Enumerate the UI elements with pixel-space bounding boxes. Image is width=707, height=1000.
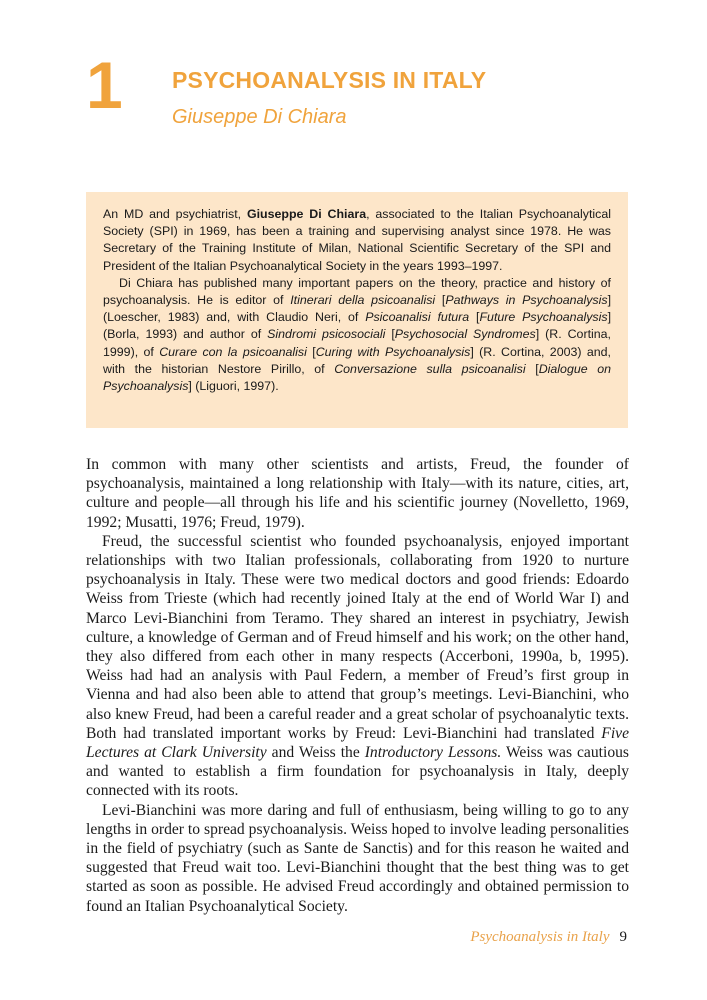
body-text-run: Freud, the successful scientist who founded psychoanalysis, enjoyed important relationships with two Italian professionals, collaborating from 1920 to nurture psychoanalysis in Italy. These were two medical doctors and good friends: Edoardo Weiss from Trieste (which had recently joined Italy at the end of World War I) and Marco Levi-Bianchini from Teramo. They shared an interest in psychiatry, Jewish culture, a knowledge of German and of Freud himself and his work; on the other hand, they also differed from each other in many respects (Accerboni, 1990a, b, 1995). Weiss had had an analysis with Paul Federn, a member of Freud’s first group in Vienna and had also been able to attend that group’s meetings. Levi-Bianchini, who also knew Freud, had been a careful reader and a great scholar of psychoanalytic texts. Both had translated important works by Freud: Levi-Bianchini had translated [86,532,629,742]
chapter-title: PSYCHOANALYSIS IN ITALY [172,67,487,93]
page-number: 9 [619,929,627,945]
book-title: Curare con la psicoanalisi [159,344,307,359]
book-title-translation: Dialogue on Psychoanalysis [103,361,612,394]
book-title: Itinerari della psicoanalisi [290,293,436,308]
bio-paragraph-2 [103,275,611,395]
book-title: Conversazione sulla psicoanalisi [334,361,526,376]
bio-text: ] (Borla, 1993) and author of [103,310,612,342]
body-text-run: and Weiss the [266,744,365,762]
bio-text: [ [385,327,395,342]
book-title-translation: Curing with Psychoanalysis [315,344,471,359]
body-text-run: Weiss was cautious and wanted to establish a firm foundation for psychoanalysis in Italy, deeply connected with its roots. [86,744,629,800]
page-footer [470,927,627,947]
work-title: Five Lectures at Clark University [86,724,629,762]
book-title: Psicoanalisi futura [365,310,470,325]
bio-text: [ [306,344,316,359]
bio-text: , associated to the Italian Psychoanalytical Society (SPI) in 1969, has been a training and supervising analyst since 1978. He was Secretary of the Training Institute of Milan, National Scientific Secretary of the SPI and President of the Italian Psychoanalytical Society in the years 1993–1997. [103,207,611,273]
bio-author-name: Giuseppe Di Chiara [246,207,367,221]
book-title-translation: Pathways in Psychoanalysis [445,293,608,308]
chapter-number: 1 [86,48,123,122]
chapter-author: Giuseppe Di Chiara [172,106,347,128]
running-head: Psychoanalysis in Italy [470,929,610,945]
bio-text: [ [525,361,539,376]
book-title-translation: Psychosocial Syndromes [394,327,536,342]
bio-paragraph-1 [103,206,611,275]
bio-text: ] (R. Cortina, 2003) and, with the historian Nestore Pirillo, of [103,344,611,376]
book-title: Sindromi psicosociali [267,327,386,342]
work-title: Introductory Lessons. [364,744,502,762]
bio-text: Di Chiara has published many important papers on the theory, practice and history of psychoanalysis. He is editor of [103,275,611,308]
bio-text: An MD and psychiatrist, [103,207,247,221]
bio-text: ] (R. Cortina, 1999), of [103,327,611,359]
bio-text: [ [469,310,480,325]
body-paragraph-2 [86,532,629,801]
author-bio-box [86,192,628,428]
bio-text: ] (Liguori, 1997). [188,379,279,394]
bio-text: ] (Loescher, 1983) and, with Claudio Neri, of [103,293,612,325]
bio-text: [ [435,293,446,308]
book-title-translation: Future Psychoanalysis [479,310,608,325]
body-paragraph-3: Levi-Bianchini was more daring and full of enthusiasm, being willing to go to any lengths in order to spread psychoanalysis. Weiss hoped to involve leading personalities in the field of psychiatry (such as Sante de Sanctis) and for this reason he waited and suggested that Freud wait too. Levi-Bianchini thought that the best thing was to get started as soon as possible. He advised Freud accordingly and obtained permission to found an Italian Psychoanalytical Society. [86,801,629,915]
body-text [86,455,629,916]
body-paragraph-1: In common with many other scientists and artists, Freud, the founder of psychoanalysis, maintained a long relationship with Italy—with its nature, cities, art, culture and people—all through his life and his scientific journey (Novelletto, 1969, 1992; Musatti, 1976; Freud, 1979). [86,456,629,531]
